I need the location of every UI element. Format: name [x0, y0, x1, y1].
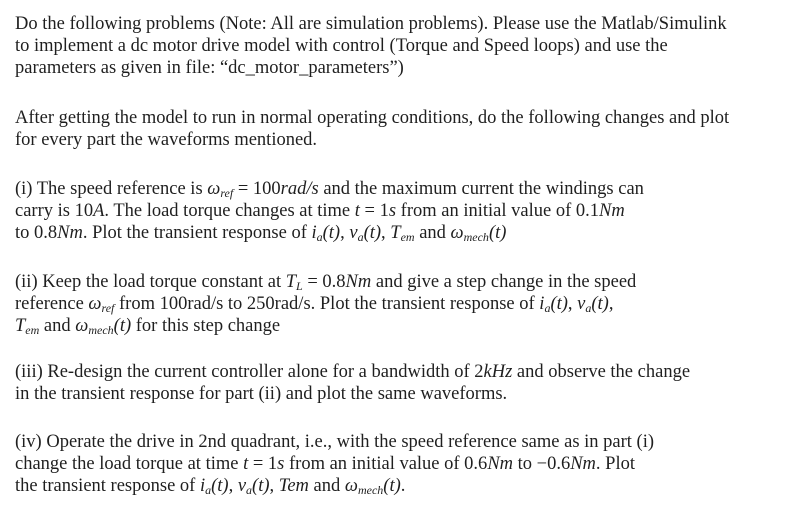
- intro-line-2: to implement a dc motor drive model with control (Torque and Speed loops) and use the: [15, 36, 668, 56]
- intro-line-3: parameters as given in file: “dc_motor_parameters”): [15, 58, 404, 78]
- instruction-line-2: for every part the waveforms mentioned.: [15, 130, 318, 150]
- part-i-paragraph: [15, 178, 795, 244]
- instruction-paragraph: [15, 107, 795, 151]
- part-ii-line-1: (ii) Keep the load torque constant at $T_L = 0.8Nm$ and give a step change in the speed: [15, 272, 637, 293]
- part-iv-line-2: change the load torque at time t = 1s from an initial value of 0.6Nm to −0.6Nm. Plot: [15, 454, 635, 474]
- part-i-line-3: to 0.8Nm. Plot the transient response of $i_a(t)$, $v_a(t)$, $T_{em}$ and $\omega_{mech}(t)$: [15, 223, 507, 244]
- part-ii-line-2: reference $\omega_{ref}$ from 100rad/s to 250rad/s. Plot the transient response of $i_a(t)$, $v_a(t)$,: [15, 294, 614, 315]
- intro-line-1: Do the following problems (Note: All are simulation problems). Please use the Matlab/Simulink: [15, 14, 727, 34]
- part-i-line-2: carry is 10A. The load torque changes at time t = 1s from an initial value of 0.1Nm: [15, 201, 625, 221]
- part-iii-line-2: in the transient response for part (ii) and plot the same waveforms.: [15, 384, 508, 404]
- part-iii-line-1: (iii) Re-design the current controller alone for a bandwidth of 2kHz and observe the change: [15, 362, 691, 382]
- part-iii-paragraph: [15, 361, 795, 405]
- part-iv-line-3: the transient response of $i_a(t)$, $v_a(t)$, Tem and $\omega_{mech}(t)$.: [15, 476, 406, 497]
- part-iv-paragraph: [15, 431, 795, 497]
- part-iv-line-1: (iv) Operate the drive in 2nd quadrant, i.e., with the speed reference same as in part (i): [15, 432, 655, 452]
- part-ii-paragraph: [15, 271, 795, 337]
- part-i-line-1: (i) The speed reference is $\omega_{ref} = 100rad/s$ and the maximum current the windings can: [15, 179, 644, 200]
- intro-paragraph: [15, 13, 795, 79]
- instruction-line-1: After getting the model to run in normal operating conditions, do the following changes and plot: [15, 108, 730, 128]
- part-ii-line-3: $T_{em}$ and $\omega_{mech}(t)$ for this step change: [15, 316, 281, 337]
